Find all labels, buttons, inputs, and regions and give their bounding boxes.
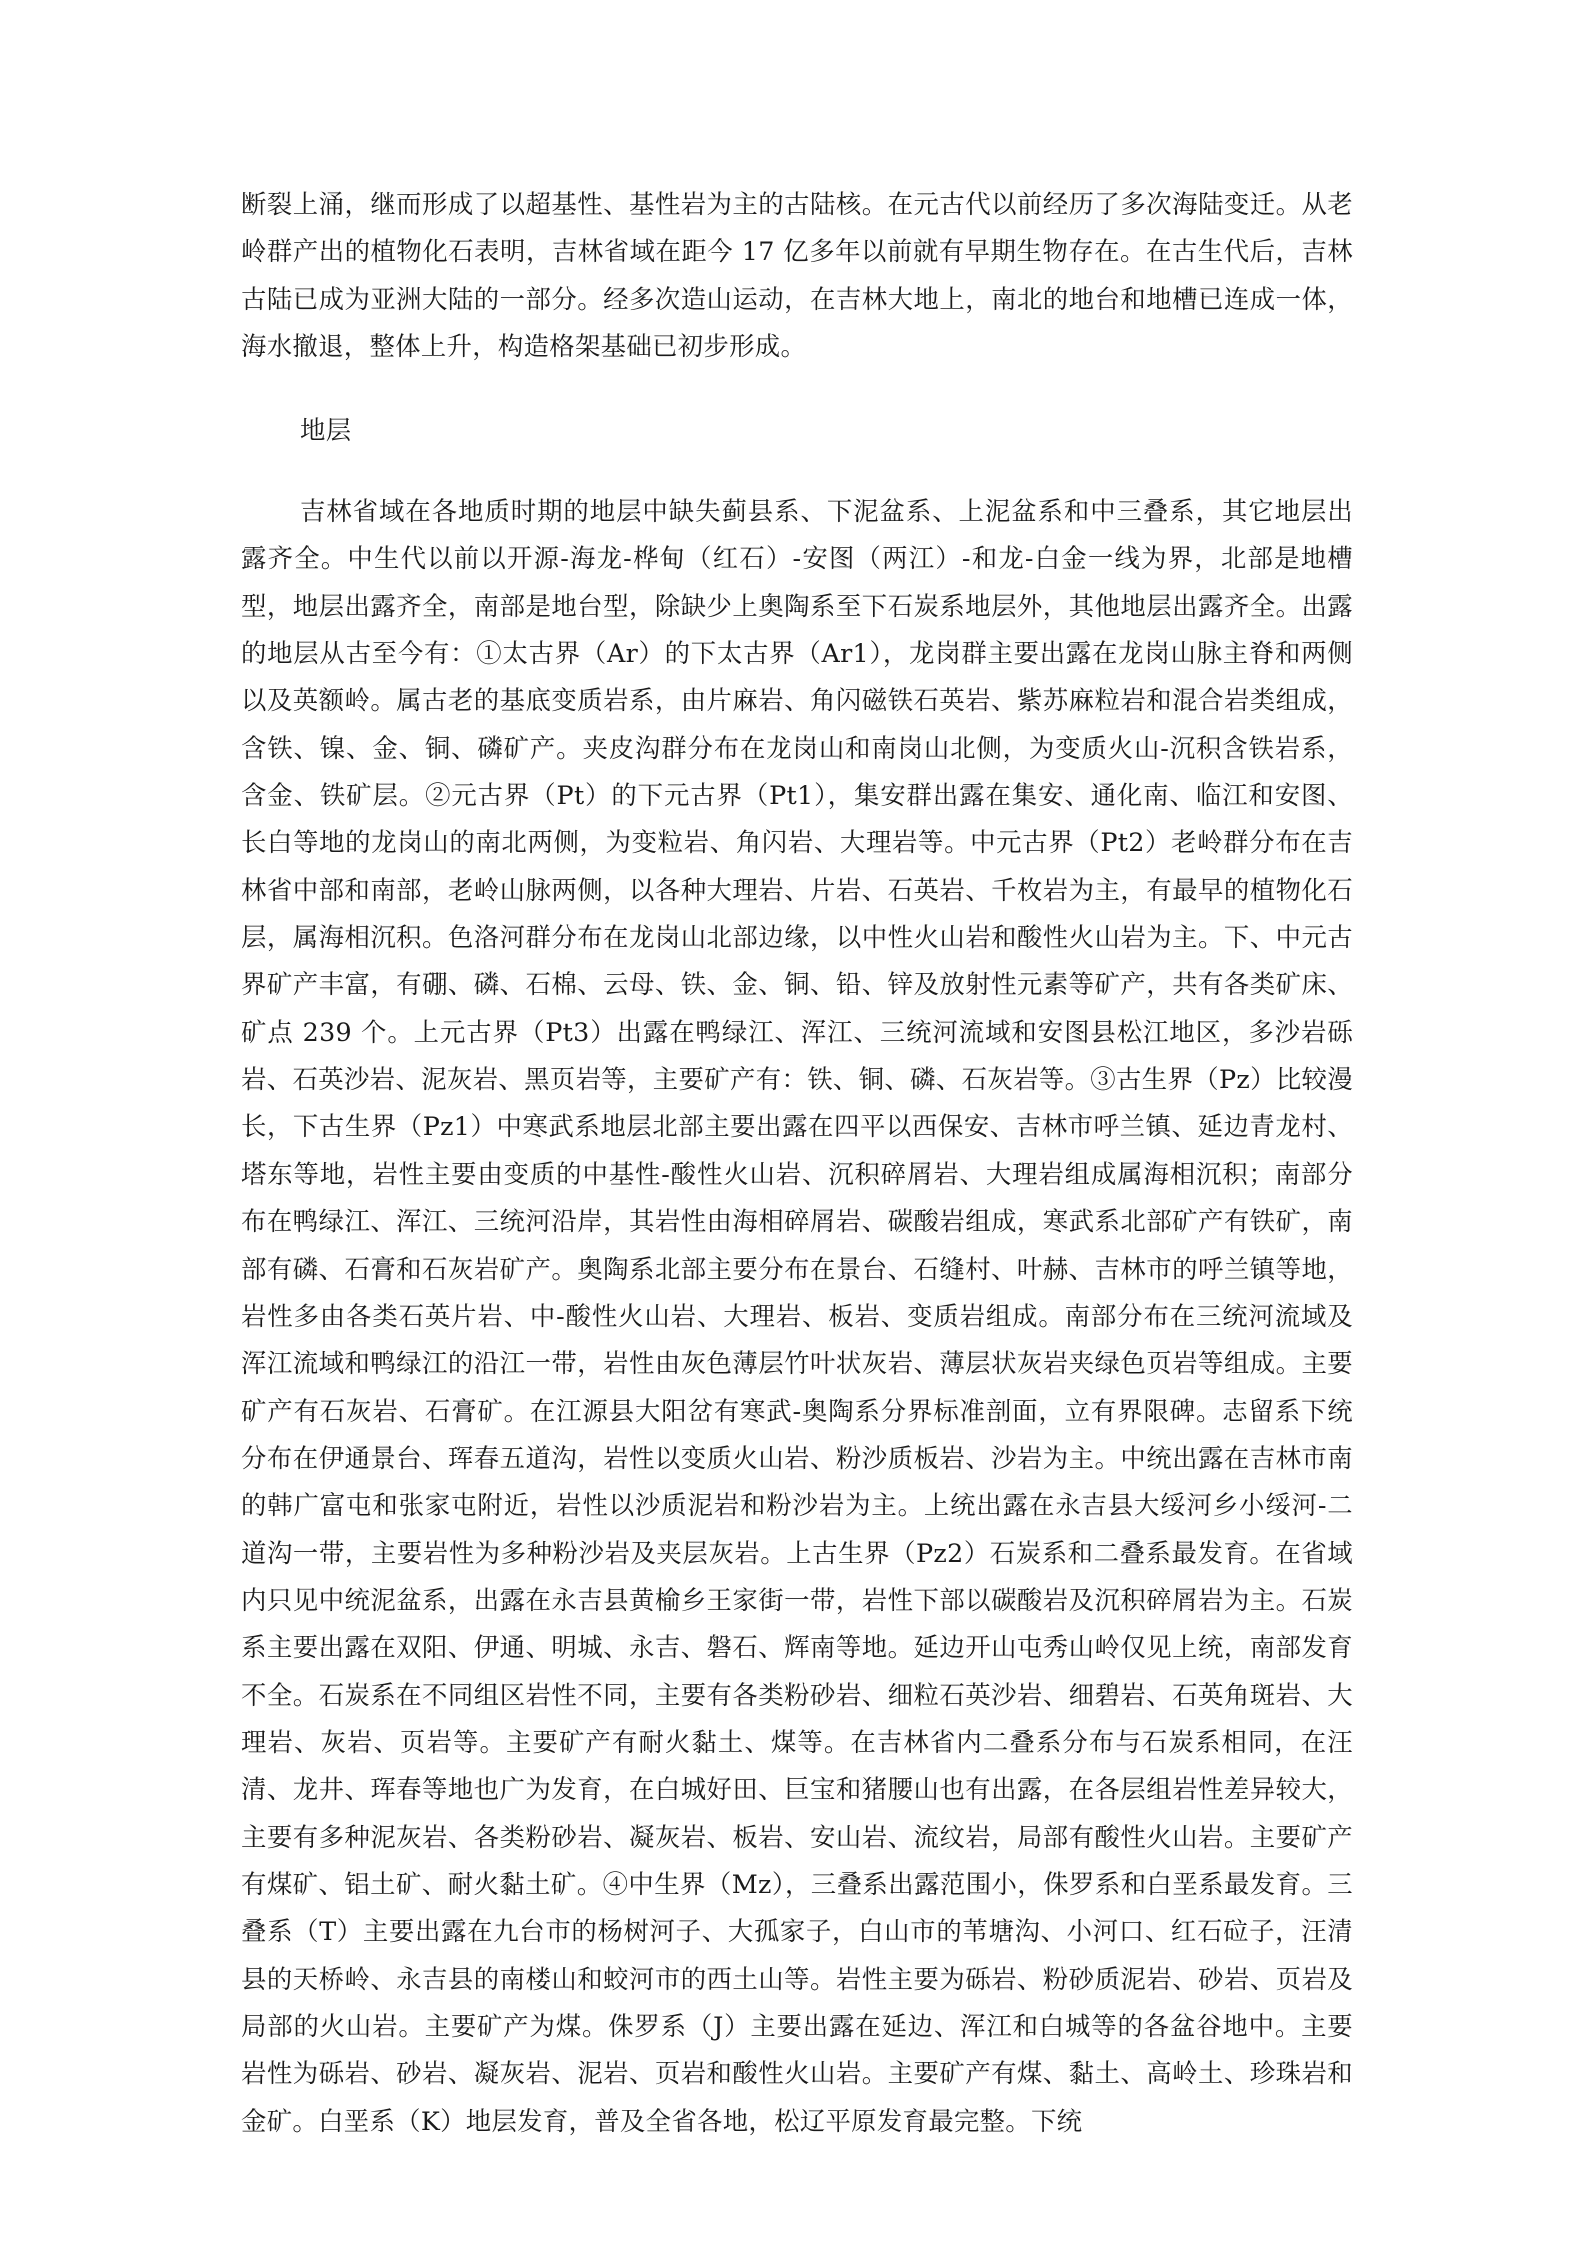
paragraph-geologic-history: 断裂上涌，继而形成了以超基性、基性岩为主的古陆核。在元古代以前经历了多次海陆变迁。从老岭群产出的植物化石表明，吉林省域在距今 17 亿多年以前就有早期生物存在。在古生代后，吉林古陆已成为亚洲大陆的一部分。经多次造山运动，在吉林大地上，南北的地台和地槽已连成一体，海水撤退，整体上升，构造格架基础已初步形成。 [241,189,1353,362]
paragraph-strata: 吉林省域在各地质时期的地层中缺失蓟县系、下泥盆系、上泥盆系和中三叠系，其它地层出露齐全。中生代以前以开源-海龙-桦甸（红石）-安图（两江）-和龙-白金一线为界，北部是地槽型，地层出露齐全，南部是地台型，除缺少上奥陶系至下石炭系地层外，其他地层出露齐全。出露的地层从古至今有：①太古界（Ar）的下太古界（Ar1），龙岗群主要出露在龙岗山脉主脊和两侧以及英额岭。属古老的基底变质岩系，由片麻岩、角闪磁铁石英岩、紫苏麻粒岩和混合岩类组成，含铁、镍、金、铜、磷矿产。夹皮沟群分布在龙岗山和南岗山北侧，为变质火山-沉积含铁岩系，含金、铁矿层。②元古界（Pt）的下元古界（Pt1），集安群出露在集安、通化南、临江和安图、长白等地的龙岗山的南北两侧，为变粒岩、角闪岩、大理岩等。中元古界（Pt2）老岭群分布在吉林省中部和南部，老岭山脉两侧，以各种大理岩、片岩、石英岩、千枚岩为主，有最早的植物化石层，属海相沉积。色洛河群分布在龙岗山北部边缘，以中性火山岩和酸性火山岩为主。下、中元古界矿产丰富，有硼、磷、石棉、云母、铁、金、铜、铅、锌及放射性元素等矿产，共有各类矿床、矿点 239 个。上元古界（Pt3）出露在鸭绿江、浑江、三统河流域和安图县松江地区，多沙岩砾岩、石英沙岩、泥灰岩、黑页岩等，主要矿产有：铁、铜、磷、石灰岩等。③古生界（Pz）比较漫长，下古生界（Pz1）中寒武系地层北部主要出露在四平以西保安、吉林市呼兰镇、延边青龙村、塔东等地，岩性主要由变质的中基性-酸性火山岩、沉积碎屑岩、大理岩组成属海相沉积；南部分布在鸭绿江、浑江、三统河沿岸，其岩性由海相碎屑岩、碳酸岩组成，寒武系北部矿产有铁矿，南部有磷、石膏和石灰岩矿产。奥陶系北部主要分布在景台、石缝村、叶赫、吉林市的呼兰镇等地，岩性多由各类石英片岩、中-酸性火山岩、大理岩、板岩、变质岩组成。南部分布在三统河流域及浑江流域和鸭绿江的沿江一带，岩性由灰色薄层竹叶状灰岩、薄层状灰岩夹绿色页岩等组成。主要矿产有石灰岩、石膏矿。在江源县大阳岔有寒武-奥陶系分界标准剖面，立有界限碑。志留系下统分布在伊通景台、珲春五道沟，岩性以变质火山岩、粉沙质板岩、沙岩为主。中统出露在吉林市南的韩广富屯和张家屯附近，岩性以沙质泥岩和粉沙岩为主。上统出露在永吉县大绥河乡小绥河-二道沟一带，主要岩性为多种粉沙岩及夹层灰岩。上古生界（Pz2）石炭系和二叠系最发育。在省域内只见中统泥盆系，出露在永吉县黄榆乡王家街一带，岩性下部以碳酸岩及沉积碎屑岩为主。石炭系主要出露在双阳、伊通、明城、永吉、磐石、辉南等地。延边开山屯秀山岭仅见上统，南部发育不全。石炭系在不同组区岩性不同，主要有各类粉砂岩、细粒石英沙岩、细碧岩、石英角斑岩、大理岩、灰岩、页岩等。主要矿产有耐火黏土、煤等。在吉林省内二叠系分布与石炭系相同，在汪清、龙井、珲春等地也广为发育，在白城好田、巨宝和猪腰山也有出露，在各层组岩性差异较大，主要有多种泥灰岩、各类粉砂岩、凝灰岩、板岩、安山岩、流纹岩，局部有酸性火山岩。主要矿产有煤矿、铝土矿、耐火黏土矿。④中生界（Mz），三叠系出露范围小，侏罗系和白垩系最发育。三叠系（T）主要出露在九台市的杨树河子、大孤家子，白山市的苇塘沟、小河口、红石砬子，汪清县的天桥岭、永吉县的南楼山和蛟河市的西土山等。岩性主要为砾岩、粉砂质泥岩、砂岩、页岩及局部的火山岩。主要矿产为煤。侏罗系（J）主要出露在延边、浑江和白城等的各盆谷地中。主要岩性为砾岩、砂岩、凝灰岩、泥岩、页岩和酸性火山岩。主要矿产有煤、黏土、高岭土、珍珠岩和金矿。白垩系（K）地层发育，普及全省各地，松辽平原发育最完整。下统 [241,496,1353,2136]
section-heading-strata: 地层 [300,415,352,445]
